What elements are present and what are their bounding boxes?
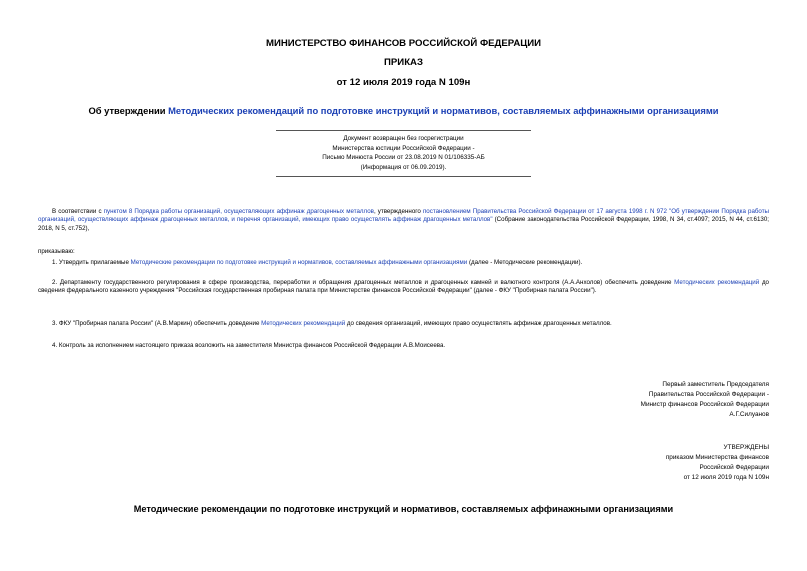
item-1-link[interactable]: Методические рекомендации по подготовке инструкций и нормативов, составляемых аффинажными организациями — [130, 259, 468, 266]
signature-line: Правительства Российской Федерации - — [648, 391, 769, 398]
notice-line: Письмо Минюста России от 23.08.2019 N 01/106335-АБ — [322, 154, 485, 162]
item-3 — [38, 320, 769, 328]
preamble-text: , утвержденного — [373, 208, 423, 215]
ministry-heading: МИНИСТЕРСТВО ФИНАНСОВ РОССИЙСКОЙ ФЕДЕРАЦИИ — [265, 38, 542, 49]
signature-line: Министр финансов Российской Федерации — [640, 401, 769, 408]
item-3-link[interactable]: Методических рекомендаций — [261, 320, 346, 327]
approval-line: УТВЕРЖДЕНЫ — [723, 444, 769, 451]
item-1 — [38, 259, 769, 267]
notice-line: Министерства юстиции Российской Федерации - — [332, 144, 475, 152]
approval-block — [666, 443, 769, 483]
appendix-title: Методические рекомендации по подготовке инструкций и нормативов, составляемых аффинажными организациями — [133, 504, 674, 514]
item-2-link[interactable]: Методических рекомендаций — [674, 279, 760, 286]
item-4: 4. Контроль за исполнением настоящего приказа возложить на заместителя Министра финансов Российской Федерации А.В.Моисеева. — [52, 342, 446, 349]
item-text: 1. Утвердить прилагаемые — [52, 259, 131, 266]
item-text: 2. Департаменту государственного регулирования в сфере производства, переработки и обращения драгоценных металлов и драгоценных камней и валютного контроля (А.А.Анхолов) обеспечить доведение — [52, 279, 675, 286]
item-2 — [38, 279, 769, 296]
item-text: до сведения организаций, имеющих право осуществлять аффинаж драгоценных металлов. — [345, 320, 612, 327]
item-text: 3. ФКУ "Пробирная палата России" (А.В.Маркин) обеспечить доведение — [52, 320, 262, 327]
preamble-text: В соответствии с — [52, 208, 104, 215]
preamble-link-1[interactable]: пунктом 8 Порядка работы организаций, осуществляющих аффинаж драгоценных металлов — [103, 208, 374, 215]
registration-notice — [276, 130, 531, 177]
notice-line: (Информация от 06.09.2019). — [360, 163, 447, 171]
item-text: (далее - Методические рекомендации). — [467, 259, 583, 266]
signature-block — [641, 380, 769, 420]
signature-line: А.Г.Силуанов — [729, 411, 769, 418]
approval-line: приказом Министерства финансов — [665, 454, 769, 461]
notice-line: Документ возвращен без госрегистрации — [343, 135, 464, 142]
preamble-link-2[interactable]: постановлением Правительства Российской Федерации от 17 августа 1998 г. N 972 "Об утверждении Порядка работы организаций, осуществляющих аффинаж драгоценных металлов, и перечня организаций, имеющих право осуществлять аффинаж драгоценных металлов" — [38, 208, 770, 224]
document-title — [0, 105, 807, 116]
signature-line: Первый заместитель Председателя — [662, 381, 769, 388]
approval-line: от 12 июля 2019 года N 109н — [683, 474, 769, 481]
doc-type-heading: ПРИКАЗ — [384, 57, 423, 68]
title-link[interactable]: Методических рекомендаций по подготовке инструкций и нормативов, составляемых аффинажными организациями — [168, 105, 719, 116]
preamble-text: (Собрание законодательства Российской Федерации, 1998, N 34, ст.4097; 2015, N 44, ст.6130; 2018, N 5, ст.752), — [38, 216, 769, 232]
item-text: до сведения федерального казенного учреждения "Российская государственная пробирная палата при Министерстве финансов Российской Федерации" (далее - ФКУ "Пробирная палата России"). — [38, 279, 769, 295]
date-number-heading: от 12 июля 2019 года N 109н — [336, 77, 471, 88]
preamble-paragraph — [38, 208, 769, 233]
title-prefix: Об утверждении — [88, 105, 169, 116]
approval-line: Российской Федерации — [699, 464, 769, 471]
order-word: приказываю: — [38, 248, 75, 255]
